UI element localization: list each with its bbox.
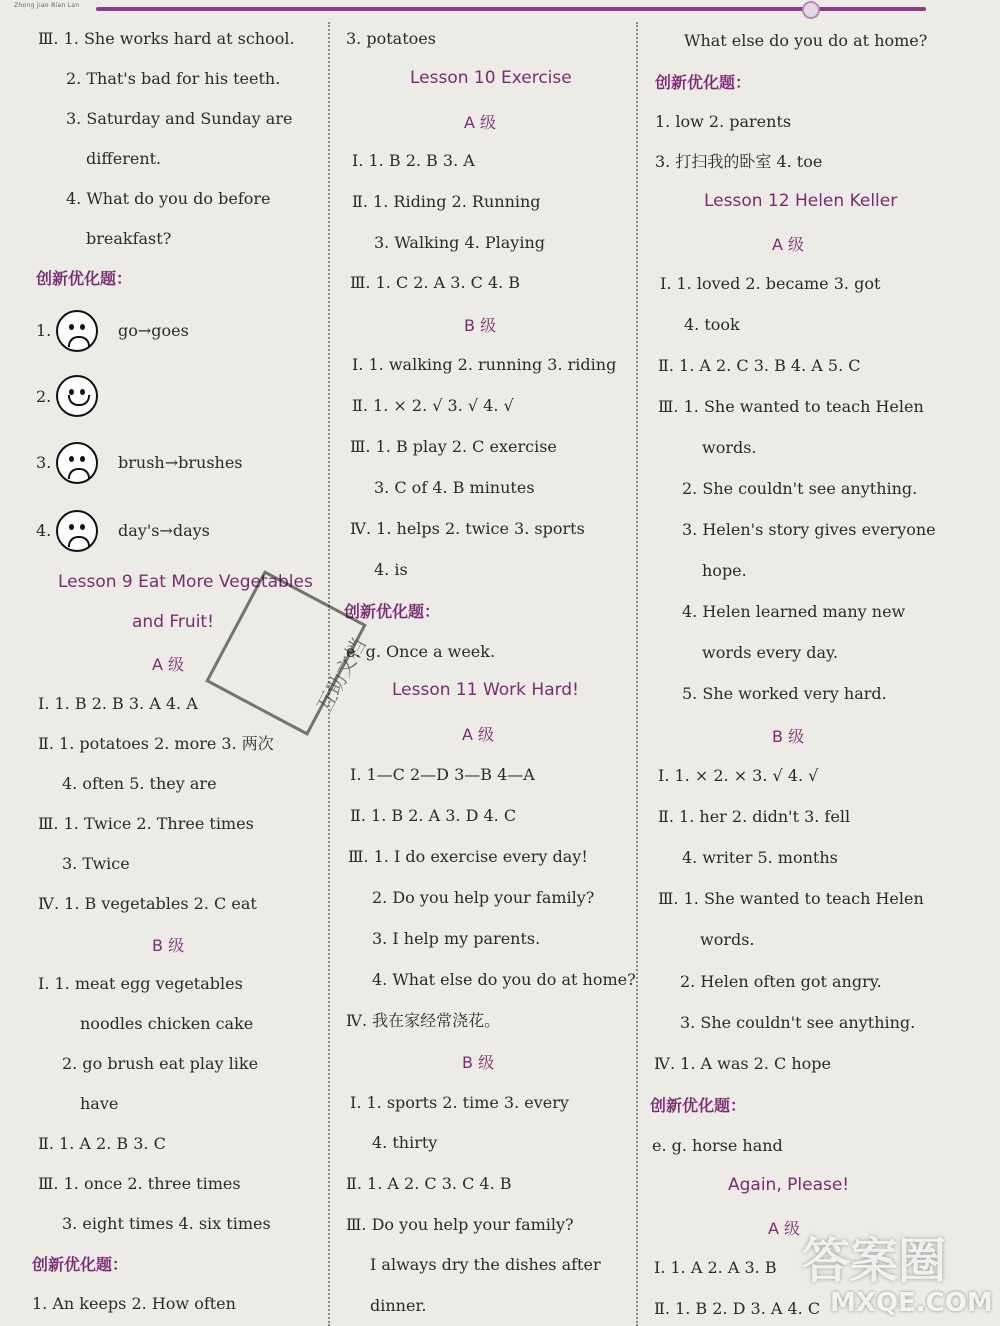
level-heading: B 级 — [462, 1053, 495, 1072]
text-line: 3. Helen's story gives everyone — [682, 520, 936, 539]
lesson-title: Lesson 11 Work Hard! — [392, 680, 579, 700]
logo-url: MXQE.COM — [830, 1288, 993, 1318]
text-line: have — [80, 1094, 119, 1113]
face-item-text: brush→brushes — [118, 453, 243, 472]
text-line: hope. — [702, 561, 747, 580]
level-heading: B 级 — [152, 936, 185, 955]
logo-text: 答案圈 — [802, 1233, 947, 1289]
text-line: Ⅲ. Do you help your family? — [346, 1215, 574, 1234]
text-line: 4. took — [684, 315, 740, 334]
text-line: Ⅲ. 1. B play 2. C exercise — [350, 437, 557, 456]
text-line: noodles chicken cake — [80, 1014, 254, 1033]
text-line: 3. Saturday and Sunday are — [66, 109, 293, 128]
text-line: Ⅰ. 1. meat egg vegetables — [38, 974, 243, 993]
text-line: Ⅱ. 1. A 2. C 3. C 4. B — [346, 1174, 512, 1193]
text-line: Ⅳ. 1. B vegetables 2. C eat — [38, 894, 257, 913]
brand-text: Zhong Jiao Bian Lan — [14, 2, 80, 9]
sad-face-icon — [56, 442, 98, 484]
level-heading: A 级 — [462, 725, 495, 744]
text-line: 3. Twice — [62, 854, 130, 873]
text-line: 3. C of 4. B minutes — [374, 478, 535, 497]
text-line: Ⅰ. 1. sports 2. time 3. every — [350, 1093, 569, 1112]
text-line: What else do you do at home? — [684, 31, 928, 50]
text-line: 2. That's bad for his teeth. — [66, 69, 281, 88]
section-heading: 创新优化题： — [650, 1096, 747, 1115]
text-line: Ⅱ. 1. B 2. D 3. A 4. C — [654, 1299, 821, 1318]
text-line: Ⅲ. 1. She wanted to teach Helen — [658, 889, 924, 908]
lesson-title: Again, Please! — [728, 1175, 850, 1195]
text-line: Ⅲ. 1. once 2. three times — [38, 1174, 241, 1193]
text-line: 4. Helen learned many new — [682, 602, 906, 621]
text-line: Ⅰ. 1. walking 2. running 3. riding — [352, 355, 617, 374]
face-item-text: go→goes — [118, 321, 189, 340]
text-line: words. — [702, 438, 757, 457]
section-heading: 创新优化题： — [655, 73, 752, 92]
text-line: 4. What else do you do at home? — [372, 970, 636, 989]
text-line: 5. She worked very hard. — [682, 684, 887, 703]
text-line: Ⅰ. 1. A 2. A 3. B — [654, 1258, 777, 1277]
text-line: 4. writer 5. months — [682, 848, 838, 867]
watermark-text: 互助文档 — [311, 634, 371, 717]
text-line: Ⅱ. 1. her 2. didn't 3. fell — [658, 807, 851, 826]
text-line: Ⅲ. 1. She wanted to teach Helen — [658, 397, 924, 416]
level-heading: A 级 — [768, 1219, 801, 1238]
level-heading: B 级 — [772, 727, 805, 746]
text-line: 3. I help my parents. — [372, 929, 541, 948]
text-line: Ⅱ. 1. A 2. B 3. C — [38, 1134, 166, 1153]
text-line: Ⅳ. 1. A was 2. C hope — [654, 1054, 832, 1073]
text-line: 4. What do you do before — [66, 189, 271, 208]
text-line: 1. low 2. parents — [655, 112, 792, 131]
text-line: different. — [86, 149, 162, 168]
text-line: Ⅲ. 1. Twice 2. Three times — [38, 814, 254, 833]
text-line: 4. often 5. they are — [62, 774, 217, 793]
lesson-title: Lesson 9 Eat More Vegetables — [58, 572, 313, 592]
text-line: Ⅰ. 1. B 2. B 3. A — [352, 151, 475, 170]
text-line: 3. potatoes — [346, 29, 436, 48]
text-line: 2. go brush eat play like — [62, 1054, 259, 1073]
section-heading: 创新优化题： — [32, 1255, 129, 1274]
text-line: 3. She couldn't see anything. — [680, 1013, 916, 1032]
text-line: 3. eight times 4. six times — [62, 1214, 271, 1233]
lesson-title-cont: and Fruit! — [132, 612, 214, 632]
text-line: 2. Helen often got angry. — [680, 972, 882, 991]
text-line: 4. thirty — [372, 1133, 438, 1152]
level-heading: A 级 — [464, 113, 497, 132]
text-line: 2. Do you help your family? — [372, 888, 595, 907]
text-line: words every day. — [702, 643, 839, 662]
section-heading: 创新优化题： — [36, 269, 133, 288]
sad-face-icon — [56, 310, 98, 352]
text-line: Ⅰ. 1. B 2. B 3. A 4. A — [38, 694, 198, 713]
text-line: 3. Walking 4. Playing — [374, 233, 545, 252]
text-line: 4. is — [374, 560, 408, 579]
face-item-number: 3. — [36, 453, 52, 472]
text-line: Ⅲ. 1. She works hard at school. — [38, 29, 295, 48]
lesson-title: Lesson 10 Exercise — [410, 68, 572, 88]
site-logo — [790, 1218, 993, 1326]
text-line: Ⅰ. 1. loved 2. became 3. got — [660, 274, 881, 293]
happy-face-icon — [56, 375, 98, 417]
text-line: words. — [700, 930, 755, 949]
text-line: I always dry the dishes after — [370, 1255, 601, 1274]
text-line: Ⅱ. 1. B 2. A 3. D 4. C — [350, 806, 517, 825]
sad-face-icon — [56, 510, 98, 552]
text-line: Ⅱ. 1. Riding 2. Running — [352, 192, 541, 211]
text-line: Ⅱ. 1. × 2. √ 3. √ 4. √ — [352, 396, 514, 415]
face-item-text: day's→days — [118, 521, 210, 540]
top-bar — [0, 0, 1000, 22]
text-line: Ⅳ. 我在家经常浇花。 — [346, 1011, 501, 1030]
level-heading: A 级 — [152, 655, 185, 674]
level-heading: A 级 — [772, 235, 805, 254]
text-line: 3. 打扫我的卧室 4. toe — [655, 152, 823, 171]
text-line: dinner. — [370, 1296, 427, 1315]
face-item-number: 2. — [36, 387, 52, 406]
header-dot — [802, 1, 820, 19]
text-line: 1. An keeps 2. How often — [32, 1294, 236, 1313]
column-divider-2 — [636, 22, 638, 1326]
text-line: 2. She couldn't see anything. — [682, 479, 918, 498]
lesson-title: Lesson 12 Helen Keller — [704, 191, 898, 211]
face-item-number: 1. — [36, 321, 52, 340]
text-line: Ⅱ. 1. A 2. C 3. B 4. A 5. C — [658, 356, 861, 375]
level-heading: B 级 — [464, 316, 497, 335]
text-line: Ⅱ. 1. potatoes 2. more 3. 两次 — [38, 734, 274, 753]
text-line: e. g. Once a week. — [346, 642, 496, 661]
section-heading: 创新优化题： — [344, 602, 441, 621]
face-item-number: 4. — [36, 521, 52, 540]
text-line: Ⅲ. 1. I do exercise every day! — [348, 847, 588, 866]
text-line: Ⅰ. 1. × 2. × 3. √ 4. √ — [658, 766, 819, 785]
text-line: Ⅰ. 1—C 2—D 3—B 4—A — [350, 765, 535, 784]
text-line: e. g. horse hand — [652, 1136, 783, 1155]
text-line: Ⅲ. 1. C 2. A 3. C 4. B — [350, 273, 521, 292]
text-line: breakfast? — [86, 229, 172, 248]
text-line: Ⅳ. 1. helps 2. twice 3. sports — [350, 519, 585, 538]
